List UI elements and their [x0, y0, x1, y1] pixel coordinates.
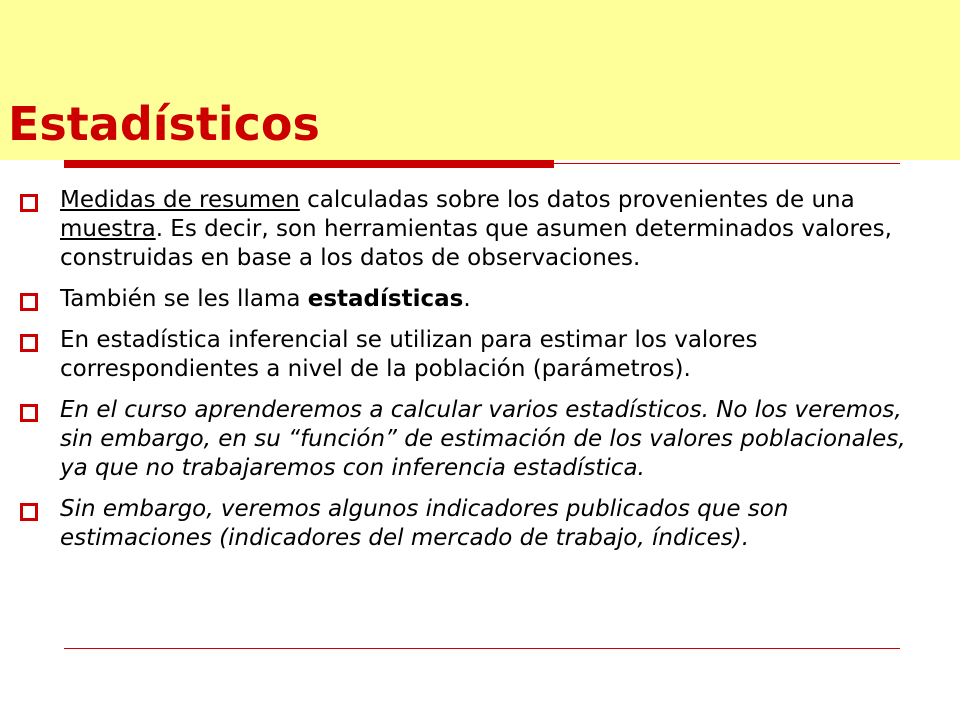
term-estadisticas: estadísticas — [307, 286, 464, 312]
bullet-list — [20, 186, 940, 565]
bullet-text: También se les llama — [60, 286, 308, 312]
bullet-item-2 — [20, 285, 940, 314]
bullet-text: . Es decir, son herramientas que asumen determinados valores, construidas en base a los datos de observaciones. — [60, 216, 892, 271]
bullet-text: Sin embargo, veremos algunos indicadores publicados que son estimaciones (indicadores del mercado de trabajo, índices). — [60, 496, 789, 551]
square-bullet-icon — [20, 503, 38, 521]
bullet-item-3 — [20, 326, 940, 384]
bullet-text: . — [463, 286, 471, 312]
square-bullet-icon — [20, 194, 38, 212]
title-underline-thin — [554, 163, 900, 164]
bullet-text: En el curso aprenderemos a calcular varios estadísticos. No los veremos, sin embargo, en su “función” de estimación de los valores poblacionales, ya que no trabajaremos con inferencia estadística. — [60, 397, 906, 481]
square-bullet-icon — [20, 404, 38, 422]
term-muestra: muestra — [60, 216, 156, 242]
slide-title: Estadísticos — [8, 97, 320, 151]
term-medidas-de-resumen: Medidas de resumen — [60, 187, 300, 213]
title-underline-thick — [64, 160, 554, 168]
bullet-text: calculadas sobre los datos provenientes de una — [299, 187, 855, 213]
bullet-item-5 — [20, 495, 940, 553]
square-bullet-icon — [20, 293, 38, 311]
bullet-text: En estadística inferencial se utilizan para estimar los valores correspondientes a nivel de la población (parámetros). — [60, 327, 758, 382]
square-bullet-icon — [20, 334, 38, 352]
bullet-item-4 — [20, 396, 940, 483]
bullet-item-1 — [20, 186, 940, 273]
footer-divider — [64, 648, 900, 649]
